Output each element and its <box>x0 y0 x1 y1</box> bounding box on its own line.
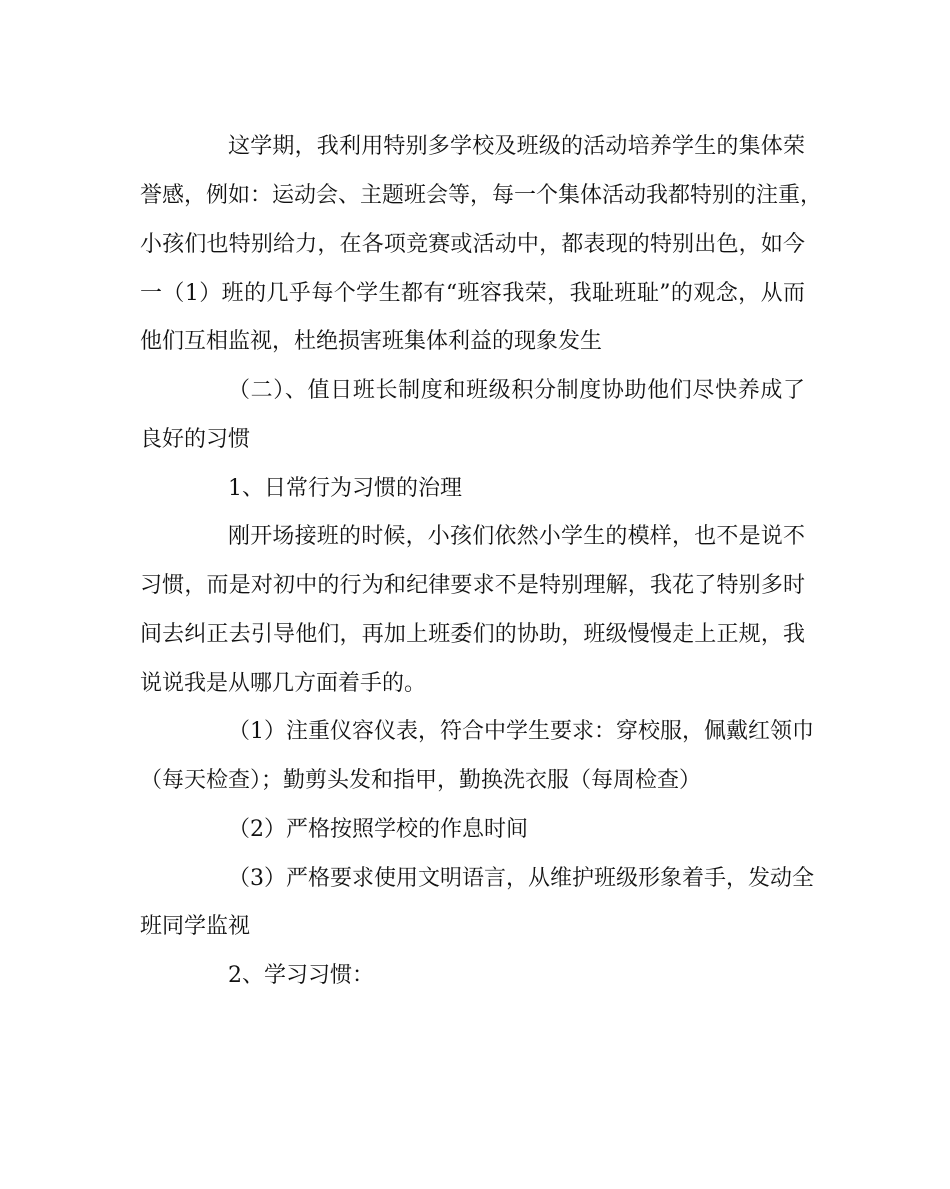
subheading: 1、日常行为习惯的治理 <box>228 476 462 501</box>
list-item-line: （每天检查）；勤剪头发和指甲，勤换洗衣服（每周检查） <box>140 768 702 793</box>
paragraph-line: 一（1）班的几乎每个学生都有“班容我荣，我耻班耻”的观念，从而 <box>140 281 805 306</box>
subheading: 2、学习习惯： <box>228 963 374 988</box>
list-item-line: （2）严格按照学校的作息时间 <box>228 817 528 842</box>
paragraph-line: 说说我是从哪几方面着手的。 <box>140 671 427 696</box>
paragraph-line: 这学期，我利用特别多学校及班级的活动培养学生的集体荣 <box>228 134 805 159</box>
paragraph-line: 习惯，而是对初中的行为和纪律要求不是特别理解，我花了特别多时 <box>140 573 805 598</box>
section-heading-line: （二）、值日班长制度和班级积分制度协助他们尽快养成了 <box>228 378 805 403</box>
paragraph-line: 间去纠正去引导他们，再加上班委们的协助，班级慢慢走上正规，我 <box>140 622 805 647</box>
list-item-line: （3）严格要求使用文明语言，从维护班级形象着手，发动全 <box>228 866 814 891</box>
paragraph-line: 誉感，例如：运动会、主题班会等，每一个集体活动我都特别的注重， <box>140 183 823 208</box>
list-item-line: （1）注重仪容仪表，符合中学生要求：穿校服，佩戴红领巾 <box>228 719 814 744</box>
paragraph-line: 刚开场接班的时候，小孩们依然小学生的模样，也不是说不 <box>228 524 805 549</box>
list-item-line: 班同学监视 <box>140 914 251 939</box>
paragraph-line: 他们互相监视，杜绝损害班集体利益的现象发生 <box>140 329 603 354</box>
section-heading-line: 良好的习惯 <box>140 427 251 452</box>
paragraph-line: 小孩们也特别给力，在各项竞赛或活动中，都表现的特别出色，如今 <box>140 232 805 257</box>
